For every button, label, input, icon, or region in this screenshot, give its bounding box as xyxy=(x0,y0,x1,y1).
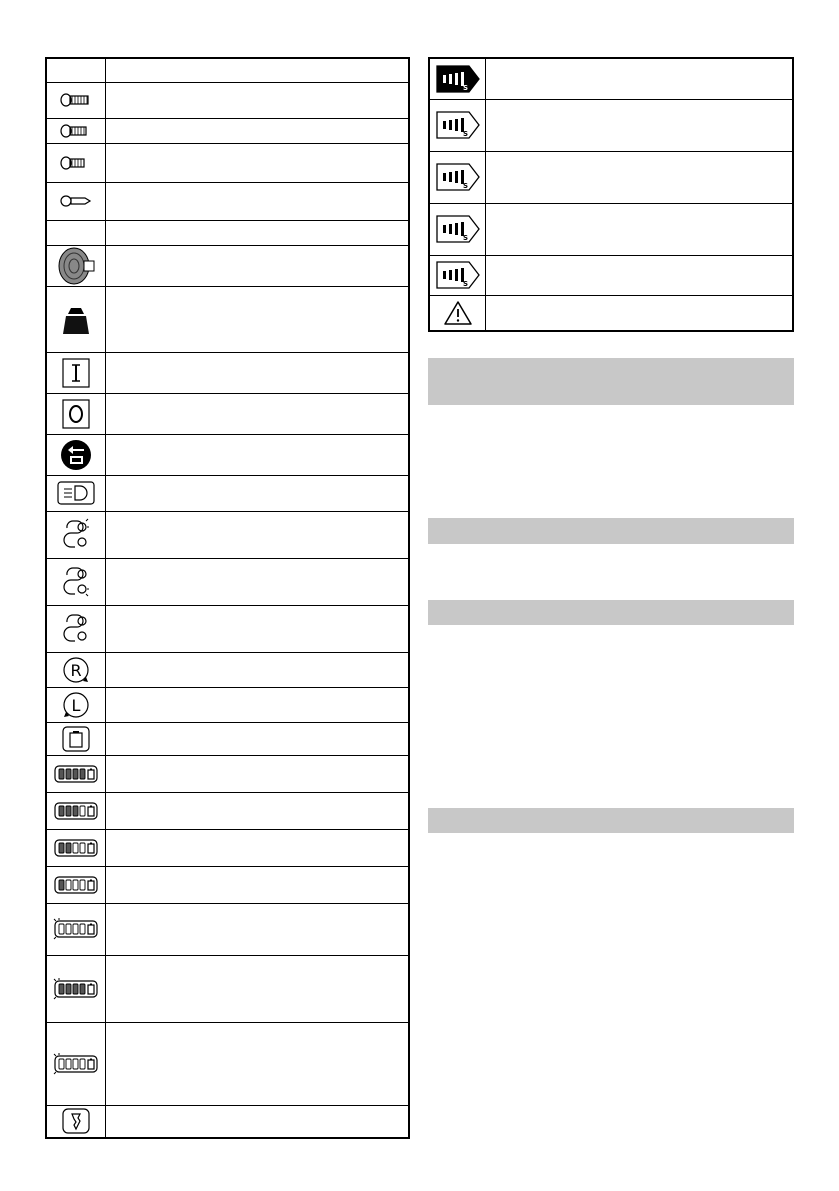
row-description xyxy=(106,755,410,792)
row-description xyxy=(486,203,794,255)
row-description xyxy=(106,652,410,687)
table-row xyxy=(46,866,409,903)
row-description xyxy=(486,151,794,203)
table-row xyxy=(46,792,409,829)
row-description xyxy=(486,295,794,331)
table-row xyxy=(46,82,409,118)
row-description xyxy=(106,687,410,722)
table-row xyxy=(46,286,409,352)
row-description xyxy=(106,434,410,475)
on-switch-icon xyxy=(46,352,106,393)
row-description xyxy=(106,1022,410,1105)
drill-bit-icon xyxy=(46,1105,106,1138)
row-description xyxy=(106,182,410,220)
table-row xyxy=(429,295,793,331)
svg-text:L: L xyxy=(71,695,81,715)
svg-text:S: S xyxy=(462,83,468,92)
table-row xyxy=(46,118,409,143)
svg-text:R: R xyxy=(70,660,82,680)
table-row xyxy=(46,434,409,475)
table-row xyxy=(46,955,409,1022)
table-row xyxy=(46,1022,409,1105)
row-description xyxy=(106,118,410,143)
weight-icon xyxy=(46,286,106,352)
table-row xyxy=(46,245,409,286)
battery-level-4-icon xyxy=(46,755,106,792)
row-description xyxy=(106,143,410,182)
table-row xyxy=(46,605,409,652)
row-description xyxy=(106,722,410,755)
rotate-right-icon xyxy=(46,652,106,687)
table-header-row xyxy=(46,58,409,82)
row-description xyxy=(106,393,410,434)
row-description xyxy=(106,866,410,903)
battery-level-3-icon xyxy=(46,792,106,829)
row-description xyxy=(486,255,794,295)
battery-blink-ends-icon xyxy=(46,1022,106,1105)
row-description xyxy=(106,605,410,652)
svg-text:S: S xyxy=(462,130,468,138)
table-row xyxy=(46,722,409,755)
row-description xyxy=(106,286,410,352)
screw-c-icon xyxy=(46,143,106,182)
row-description xyxy=(106,955,410,1022)
table-row xyxy=(46,1105,409,1138)
battery-icon xyxy=(46,722,106,755)
symbol-table-right xyxy=(428,57,794,332)
empty-icon-cell xyxy=(46,220,106,245)
section-band-2 xyxy=(428,518,794,544)
screw-a-icon xyxy=(46,82,106,118)
battery-level-1-icon xyxy=(46,866,106,903)
row-description xyxy=(106,352,410,393)
table-row xyxy=(46,903,409,955)
battery-level-2-icon xyxy=(46,829,106,866)
battery-blink-all-icon xyxy=(46,955,106,1022)
table-row xyxy=(46,220,409,245)
table-row xyxy=(46,511,409,558)
svg-text:S: S xyxy=(462,234,468,242)
table-row xyxy=(46,652,409,687)
headlight-icon xyxy=(46,475,106,511)
spool-icon xyxy=(46,245,106,286)
table-row xyxy=(429,99,793,151)
insert-arrow-icon xyxy=(46,434,106,475)
speed-mode-1-icon xyxy=(429,58,486,99)
speed-mode-3-icon xyxy=(429,151,486,203)
header-text-col xyxy=(106,58,410,82)
row-description xyxy=(106,792,410,829)
row-description xyxy=(106,903,410,955)
row-description xyxy=(106,82,410,118)
lamp-bottom-icon xyxy=(46,558,106,605)
table-row xyxy=(46,143,409,182)
table-row xyxy=(46,558,409,605)
row-description xyxy=(106,511,410,558)
svg-text:S: S xyxy=(462,182,468,190)
table-row xyxy=(429,58,793,99)
table-row xyxy=(429,255,793,295)
row-description xyxy=(106,475,410,511)
section-band-4 xyxy=(428,808,794,833)
row-description xyxy=(486,99,794,151)
off-switch-icon xyxy=(46,393,106,434)
lamp-off-icon xyxy=(46,605,106,652)
screw-d-icon xyxy=(46,182,106,220)
table-row xyxy=(46,475,409,511)
speed-mode-2-icon xyxy=(429,99,486,151)
lamp-top-icon xyxy=(46,511,106,558)
table-row xyxy=(46,393,409,434)
table-row xyxy=(429,203,793,255)
row-description xyxy=(106,245,410,286)
rotate-left-icon xyxy=(46,687,106,722)
row-description xyxy=(106,220,410,245)
svg-text:S: S xyxy=(462,280,468,288)
table-row xyxy=(46,829,409,866)
table-row xyxy=(429,151,793,203)
symbol-table-left xyxy=(45,57,410,1139)
section-band-1 xyxy=(428,358,794,405)
header-icon-col xyxy=(46,58,106,82)
table-row xyxy=(46,755,409,792)
table-row xyxy=(46,352,409,393)
row-description xyxy=(106,558,410,605)
speed-mode-4-icon xyxy=(429,203,486,255)
table-row xyxy=(46,687,409,722)
row-description xyxy=(106,1105,410,1138)
table-row xyxy=(46,182,409,220)
warning-triangle-icon xyxy=(429,295,486,331)
row-description xyxy=(106,829,410,866)
row-description xyxy=(486,58,794,99)
screw-b-icon xyxy=(46,118,106,143)
battery-blink-1-icon xyxy=(46,903,106,955)
speed-mode-5-icon xyxy=(429,255,486,295)
section-band-3 xyxy=(428,600,794,625)
